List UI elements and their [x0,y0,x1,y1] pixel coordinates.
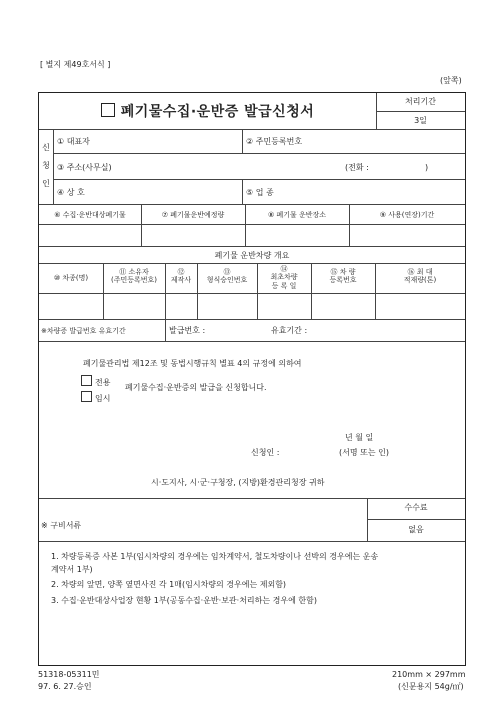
company-name-label: ④ 상 호 [57,188,85,197]
transport-volume-label: ⑦ 폐기물운반예정량 [161,211,225,219]
processing-period-label: 처리기간 [405,97,436,106]
vehicle-type-header: ⑩ 차종(명) [53,274,89,282]
owner-header: ⑪ 소유자 (주민등록번호) [110,268,158,285]
application-form [38,92,466,666]
required-documents-label: ※ 구비서류 [41,521,82,530]
addressee: 시·도지사, 시·군·구청장, (지방)환경관리청장 귀하 [151,478,325,487]
applicant-signature-label: 신청인 : [251,448,280,457]
manufacturer-header: ⑫ 제작사 [170,268,192,285]
option-temporary[interactable]: 임시 [81,391,110,404]
document-item-1: 1. 차량등록증 사본 1부(임시차량의 경우에는 임차계약서, 철도차량이나 선박의 경우에는 운송 [51,552,379,561]
document-item-2: 2. 차량의 앞면, 양쪽 옆면사진 각 1매(임시차량의 경우에는 제외함) [51,580,287,589]
issue-number-label: 발급번호 : [169,326,206,335]
applicant-section-label: 신 청 인 [42,143,50,188]
fee-label: 수수료 [404,503,428,512]
usage-period-label: ⑨ 사용(연장)기간 [379,211,435,219]
page-side-label: (앞쪽) [440,76,462,85]
dedicated-checkbox[interactable] [81,375,92,386]
business-type-label: ⑤ 업 종 [246,188,274,197]
title-checkbox-icon [101,103,115,117]
declaration-line2: 폐기물수집·운반증의 발급을 신청합니다. [125,383,267,392]
declaration-line1: 폐기물관리법 제12조 및 동법시행규칙 별표 4의 규정에 의하여 [83,359,302,368]
phone-close: ) [425,163,429,172]
max-load-header: ⑯ 최 대 적재량(톤) [403,268,437,285]
form-code: [ 별지 제49호서식 ] [40,60,111,69]
document-item-3: 3. 수집·운반대상사업장 현황 1부(공동수집·운반·보관·처리하는 경우에 한함) [51,596,317,605]
form-number: 51318-05311민 [38,670,100,679]
first-registration-header: ⑭ 최초차량 등 록 일 [270,265,298,290]
paper-size: 210mm × 297mm [392,670,466,679]
processing-period-value: 3일 [414,116,427,125]
representative-label: ① 대표자 [57,137,90,146]
phone-label: (전화 : [345,163,369,172]
transport-location-label: ⑧ 폐기물 운반장소 [267,211,327,219]
vehicle-section-title: 폐기물 운반차량 개요 [214,251,290,260]
resident-number-label: ② 주민등록번호 [246,137,303,146]
valid-period-label: 유효기간 : [271,326,308,335]
address-label: ③ 주소(사무실) [57,163,112,172]
document-item-1-cont: 계약서 1부) [51,565,93,574]
type-approval-header: ⑬ 형식승인번호 [206,268,248,285]
approval-date: 97. 6. 27.승인 [38,682,92,691]
waste-type-label: ⑥ 수집·운반대상폐기물 [54,211,126,219]
form-title: 폐기물수집·운반증 발급신청서 [39,101,376,121]
paper-type: (신문용지 54g/㎡) [398,682,464,691]
signature-note: (서명 또는 인) [339,448,389,457]
option-dedicated[interactable]: 전용 [81,375,110,388]
fee-value: 없음 [408,525,424,534]
validity-label: ※차량증 발급번호 유효기간 [41,327,126,335]
temporary-checkbox[interactable] [81,391,92,402]
registration-number-header: ⑮ 차 량 등록번호 [329,268,357,285]
application-date: 년 월 일 [345,433,374,442]
